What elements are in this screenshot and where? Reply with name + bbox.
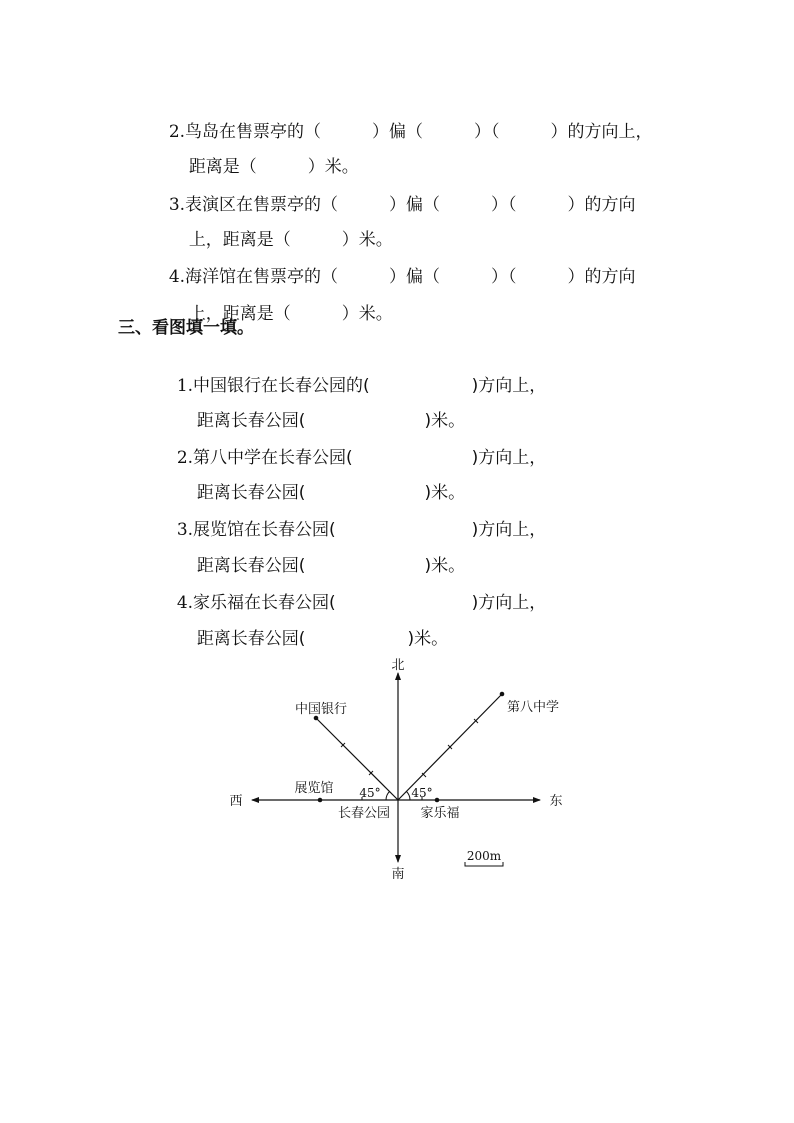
item-number: 4. <box>168 267 186 287</box>
angle-right-label: 45° <box>411 786 433 800</box>
east-label: 东 <box>549 794 563 809</box>
angle-arc-right <box>407 792 411 801</box>
north-label: 北 <box>391 658 405 673</box>
item-text: 海洋馆在售票亭的（ ）偏（ ）（ ）的方向 <box>185 267 636 287</box>
south-label: 南 <box>391 867 405 882</box>
item-text: 中国银行在长春公园的( )方向上， <box>193 376 547 396</box>
item-number: 2. <box>168 122 186 142</box>
west-label: 西 <box>229 794 243 809</box>
school-point <box>500 692 505 697</box>
section3-heading: 三、看图填一填。 <box>118 318 254 338</box>
school-label: 第八中学 <box>506 700 560 715</box>
item-number: 3. <box>168 195 186 215</box>
carrefour-point <box>435 798 440 803</box>
item-text: 距离是（ ）米。 <box>188 157 359 177</box>
item-number: 2. <box>176 448 194 468</box>
item-text: 距离长春公园( )米。 <box>196 629 449 649</box>
item-text: 上，距离是（ ）米。 <box>188 304 393 324</box>
item-text: 表演区在售票亭的（ ）偏（ ）（ ）的方向 <box>185 195 636 215</box>
item-text: 第八中学在长春公园( )方向上， <box>193 448 547 468</box>
item-text: 距离长春公园( )米。 <box>196 483 466 503</box>
scale-label: 200m <box>466 849 502 863</box>
item-text: 距离长春公园( )米。 <box>196 556 466 576</box>
angle-arc-left <box>386 792 390 801</box>
item-text: 上，距离是（ ）米。 <box>188 230 393 250</box>
carrefour-label: 家乐福 <box>420 806 460 821</box>
item-text: 家乐福在长春公园( )方向上， <box>193 593 547 613</box>
item-text: 展览馆在长春公园( )方向上， <box>193 520 547 540</box>
item-text: 鸟岛在售票亭的（ ）偏（ ）（ ）的方向上， <box>185 122 653 142</box>
item-number: 3. <box>176 520 194 540</box>
angle-left-label: 45° <box>359 786 381 800</box>
item-number: 1. <box>176 376 194 396</box>
center-label: 长春公园 <box>337 806 391 821</box>
exhibition-label: 展览馆 <box>294 781 334 796</box>
item-number: 4. <box>176 593 194 613</box>
item-text: 距离长春公园( )米。 <box>196 411 466 431</box>
bank-label: 中国银行 <box>294 702 348 717</box>
exhibition-point <box>318 798 323 803</box>
